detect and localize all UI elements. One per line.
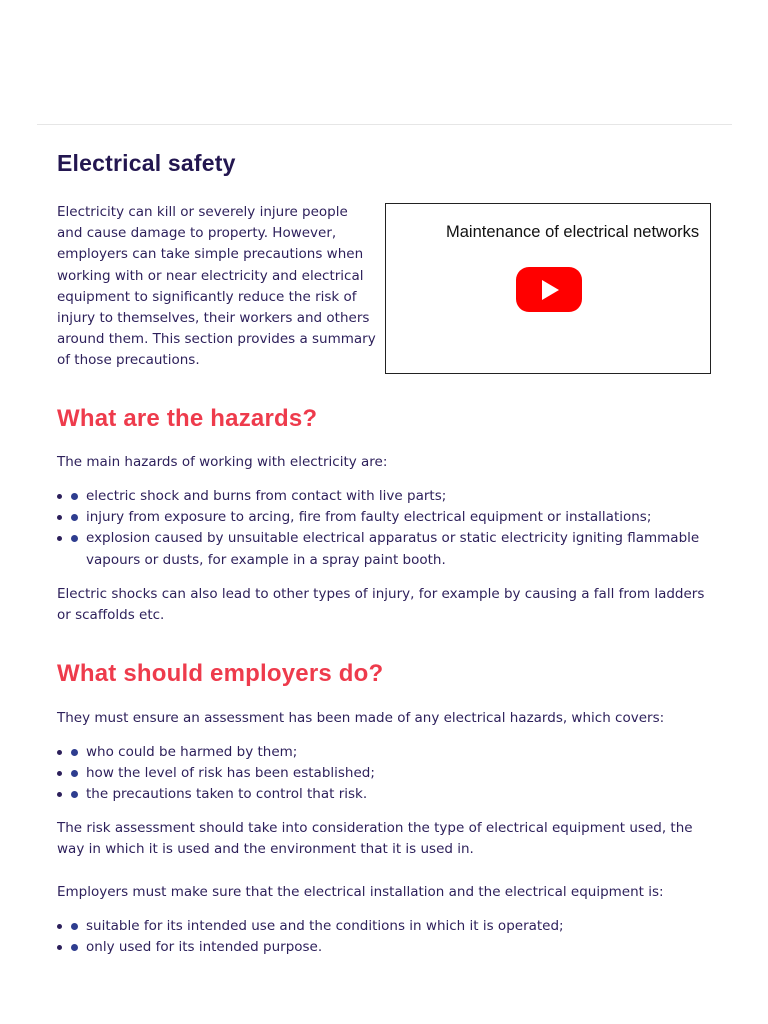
top-divider — [37, 124, 732, 125]
list-item: electric shock and burns from contact with live parts; — [57, 486, 717, 507]
youtube-play-icon[interactable] — [516, 267, 582, 312]
hazards-lead: The main hazards of working with electricity are: — [57, 454, 388, 470]
page-title: Electrical safety — [57, 150, 236, 176]
video-embed[interactable] — [385, 203, 711, 374]
equipment-list — [57, 916, 717, 958]
assessment-list — [57, 742, 717, 806]
hazards-note: Electric shocks can also lead to other types of injury, for example by causing a fall from ladders or scaffolds etc. — [57, 586, 705, 624]
risk-assessment-note: The risk assessment should take into consideration the type of electrical equipment used, the way in which it is used and the environment that it is used in. — [57, 820, 693, 858]
list-item: who could be harmed by them; — [57, 742, 717, 763]
employers-heading: What should employers do? — [57, 660, 384, 687]
video-title[interactable]: Maintenance of electrical networks — [446, 223, 700, 241]
list-item: injury from exposure to arcing, fire from faulty electrical equipment or installations; — [57, 507, 717, 528]
list-item: the precautions taken to control that risk. — [57, 784, 717, 805]
employers-lead: They must ensure an assessment has been made of any electrical hazards, which covers: — [57, 710, 665, 726]
play-arrow-icon — [542, 280, 559, 300]
employers-lead-2: Employers must make sure that the electrical installation and the electrical equipment is: — [57, 884, 664, 900]
list-item: only used for its intended purpose. — [57, 937, 717, 958]
list-item: suitable for its intended use and the conditions in which it is operated; — [57, 916, 717, 937]
list-item: how the level of risk has been established; — [57, 763, 717, 784]
intro-paragraph: Electricity can kill or severely injure people and cause damage to property. However, employers can take simple precautions when working with or near electricity and electrical equipment to significantly reduce the risk of injury to themselves, their workers and others around them. This section provides a summary of those precautions. — [57, 204, 376, 369]
list-item: explosion caused by unsuitable electrical apparatus or static electricity igniting flammable vapours or dusts, for example in a spray paint booth. — [57, 528, 717, 570]
hazards-list — [57, 486, 717, 571]
hazards-heading: What are the hazards? — [57, 405, 318, 432]
